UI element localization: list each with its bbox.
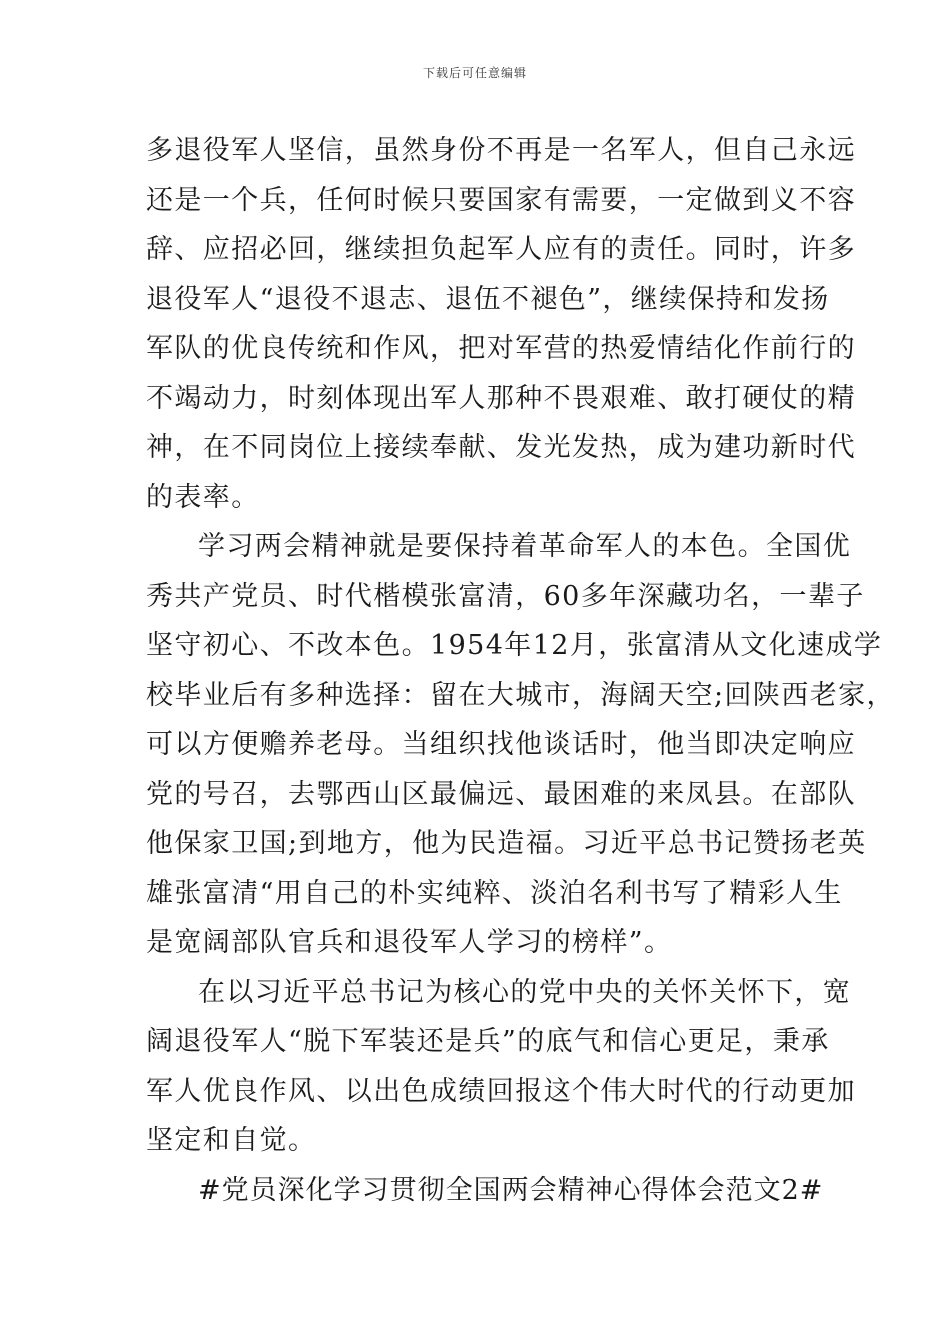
document-body — [146, 126, 895, 1215]
text-line: 雄张富清“用自己的朴实纯粹、淡泊名利书写了精彩人生 — [146, 877, 843, 909]
text-line: 军人优良作风、以出色成绩回报这个伟大时代的行动更加 — [146, 1075, 856, 1107]
paragraph-1 — [146, 126, 856, 522]
section-heading: #党员深化学习贯彻全国两会精神心得体会范文2# — [198, 1174, 824, 1206]
text-line: 在以习近平总书记为核心的党中央的关怀关怀下，宽 — [198, 976, 852, 1008]
text-line: 的表率。 — [146, 481, 260, 513]
text-line: 校毕业后有多种选择：留在大城市，海阔天空;回陕西老家， — [146, 679, 895, 711]
text-line: 退役军人“退役不退志、退伍不褪色”，继续保持和发扬 — [146, 283, 830, 315]
text-line: 他保家卫国;到地方，他为民造福。习近平总书记赞扬老英 — [146, 828, 867, 859]
text-line: 军队的优良传统和作风，把对军营的热爱情结化作前行的 — [146, 333, 856, 364]
page-header: 下载后可任意编辑 — [422, 66, 527, 80]
text-line: 坚定和自觉。 — [146, 1125, 317, 1156]
text-line: 是宽阔部队官兵和退役军人学习的榜样”。 — [146, 927, 673, 958]
text-line: 坚守初心、不改本色。1954年12月，张富清从文化速成学 — [146, 630, 883, 661]
text-line: 学习两会精神就是要保持着革命军人的本色。全国优 — [198, 531, 852, 562]
text-line: 多退役军人坚信，虽然身份不再是一名军人，但自己永远 — [146, 135, 856, 166]
text-line: 还是一个兵，任何时候只要国家有需要，一定做到义不容 — [146, 184, 856, 216]
text-line: 辞、应招必回，继续担负起军人应有的责任。同时，许多 — [146, 234, 856, 265]
paragraph-2 — [146, 522, 895, 968]
paragraph-3 — [146, 968, 856, 1166]
text-line: 不竭动力，时刻体现出军人那种不畏艰难、敢打硬仗的精 — [146, 382, 856, 414]
text-line: 神，在不同岗位上接续奉献、发光发热，成为建功新时代 — [146, 432, 856, 463]
text-line: 党的号召，去鄂西山区最偏远、最困难的来凤县。在部队 — [146, 778, 856, 810]
text-line: 秀共产党员、时代楷模张富清，60多年深藏功名，一辈子 — [146, 580, 865, 612]
text-line: 可以方便赡养老母。当组织找他谈话时，他当即决定响应 — [146, 729, 856, 760]
text-line: 阔退役军人“脱下军装还是兵”的底气和信心更足，秉承 — [146, 1026, 830, 1057]
